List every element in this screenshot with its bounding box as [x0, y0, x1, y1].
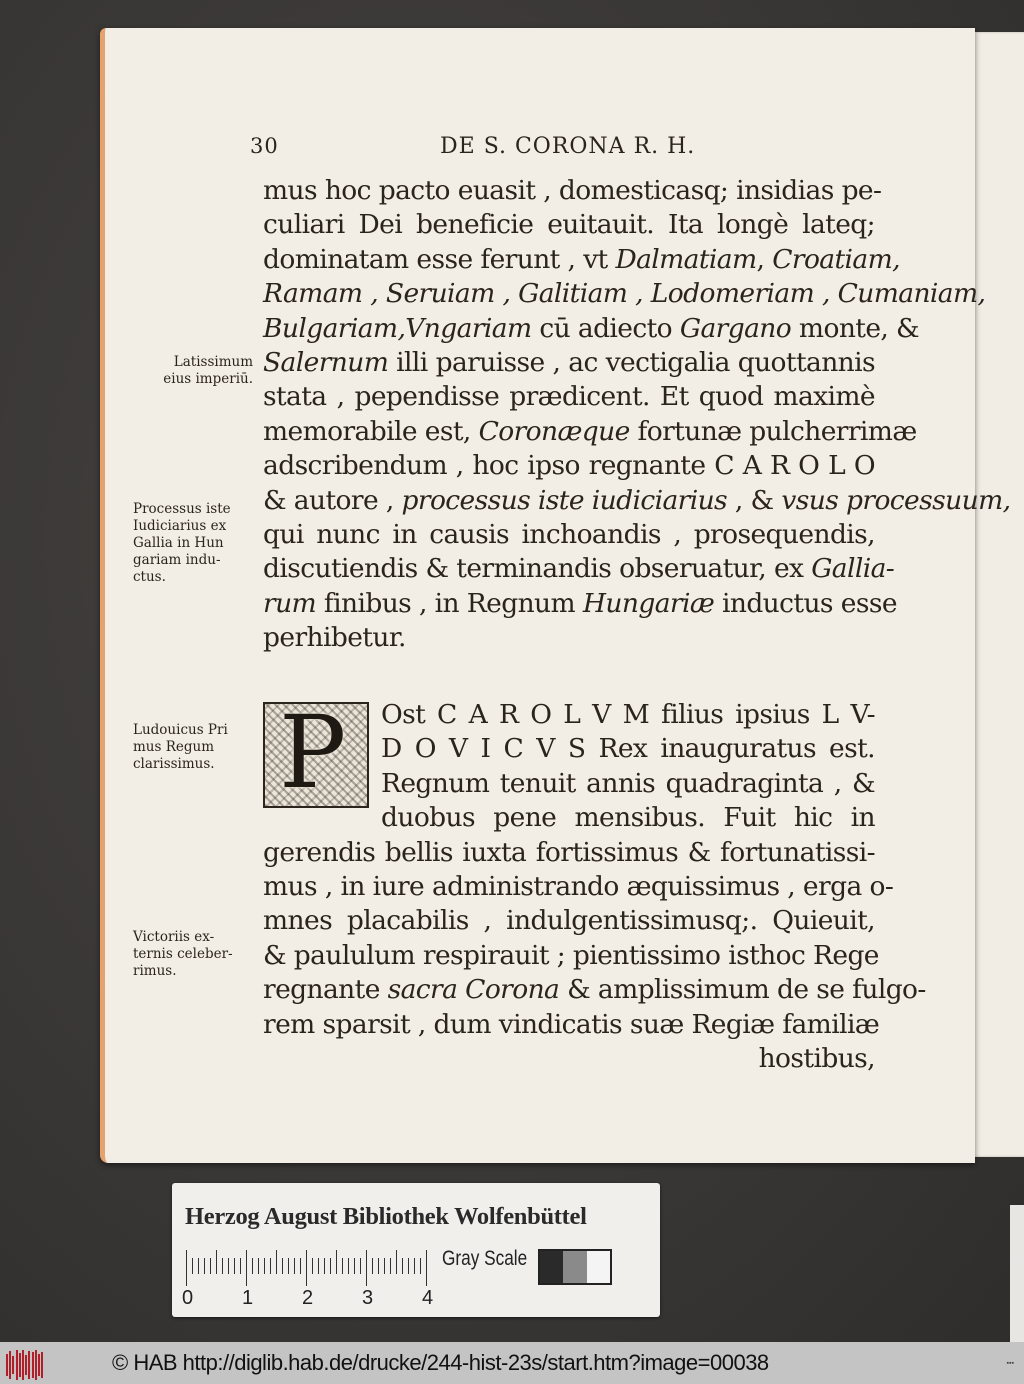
- institution-name: Herzog August Bibliothek Wolfenbüttel: [185, 1203, 587, 1230]
- ruler-tick: [294, 1258, 295, 1274]
- ruler-tick: [252, 1258, 253, 1274]
- text-line: [263, 587, 897, 621]
- text-segment: dominatam esse ferunt , vt: [263, 243, 616, 275]
- text-segment: mus , in iure administrando æquissimus , erga o-: [263, 870, 894, 902]
- ruler-tick: [198, 1258, 199, 1274]
- ruler-tick: [228, 1258, 229, 1274]
- ruler-label: 1: [242, 1287, 254, 1309]
- logo-bar: [32, 1352, 34, 1378]
- paragraph-2-text: [263, 694, 926, 1076]
- color-scale-card: [172, 1183, 660, 1317]
- text-line: [263, 1042, 875, 1076]
- margin-note-line: rimus.: [133, 963, 177, 979]
- text-line: [263, 904, 875, 938]
- text-segment: gerendis bellis iuxta fortissimus & fortunatissi-: [263, 836, 875, 868]
- ruler-labels: [182, 1287, 442, 1311]
- ruler-tick: [204, 1258, 205, 1274]
- text-segment: adscribendum , hoc ipso regnante C A R O L O: [263, 450, 875, 482]
- text-line: [263, 243, 900, 277]
- text-segment: sacra Corona: [387, 974, 560, 1006]
- ruler-tick: [354, 1258, 355, 1274]
- text-segment: fortunæ pulcherrimæ: [629, 415, 917, 447]
- ruler-tick: [318, 1258, 319, 1274]
- margin-note-line: Gallia in Hun: [133, 535, 224, 551]
- margin-note-processus: [133, 501, 253, 586]
- page-number: 30: [250, 134, 279, 158]
- ruler-tick: [372, 1258, 373, 1274]
- ruler-tick: [210, 1258, 211, 1274]
- hab-logo-icon: [6, 1350, 46, 1380]
- text-segment: duobus pene mensibus. Fuit hic in: [381, 802, 875, 834]
- text-segment: Ost C A R O L V M filius ipsius L V-: [381, 699, 875, 730]
- ruler-tick: [324, 1258, 325, 1274]
- text-line: [263, 208, 875, 242]
- text-line: [263, 973, 926, 1007]
- ruler-tick: [186, 1250, 187, 1286]
- text-segment: hostibus,: [758, 1042, 875, 1074]
- paragraph-2: [263, 694, 926, 1076]
- ruler-tick: [378, 1258, 379, 1274]
- text-line: [263, 346, 875, 380]
- text-segment: Croatiam,: [772, 243, 900, 275]
- text-segment: qui nunc in causis inchoandis , prosequendis,: [263, 518, 875, 550]
- logo-bar: [41, 1352, 43, 1378]
- text-segment: finibus , in Regnum: [316, 587, 583, 619]
- ruler-tick: [312, 1258, 313, 1274]
- margin-note-line: Ludouicus Pri: [133, 722, 228, 738]
- margin-note-line: eius imperiū.: [163, 371, 253, 387]
- ruler-tick: [246, 1250, 247, 1286]
- text-segment: Gallia-: [811, 553, 895, 585]
- gray-scale-label: Gray Scale: [442, 1247, 528, 1270]
- text-line: [263, 380, 875, 414]
- text-segment: culiari Dei beneficie euitauit. Ita longè lateq;: [263, 209, 875, 241]
- logo-bar: [6, 1354, 8, 1376]
- text-segment: mnes placabilis , indulgentissimusq;. Quieuit,: [263, 905, 875, 937]
- ruler-tick: [240, 1258, 241, 1274]
- ruler-tick: [408, 1258, 409, 1274]
- ruler-label: 2: [302, 1287, 314, 1309]
- text-line: [263, 174, 882, 208]
- ruler-tick: [420, 1258, 421, 1274]
- paragraph-1: [263, 174, 1011, 655]
- ruler-tick: [360, 1258, 361, 1274]
- copyright-link[interactable]: © HAB http://diglib.hab.de/drucke/244-hist-23s/start.htm?image=00038: [112, 1350, 769, 1375]
- logo-bar: [35, 1350, 37, 1380]
- text-line: [263, 552, 895, 586]
- running-head-title: DE S. CORONA R. H.: [440, 134, 696, 159]
- text-line: [263, 621, 875, 655]
- text-line: [263, 939, 879, 973]
- text-line: [381, 767, 875, 801]
- ruler-tick: [234, 1258, 235, 1274]
- ruler-tick: [342, 1258, 343, 1274]
- text-segment: inductus esse: [714, 587, 897, 619]
- ruler: [186, 1250, 431, 1286]
- ruler-tick: [282, 1258, 283, 1274]
- text-segment: D O V I C V S Rex inauguratus est.: [381, 733, 875, 765]
- ruler-tick: [330, 1258, 331, 1274]
- text-segment: stata , pependisse prædicent. Et quod maximè: [263, 381, 875, 413]
- text-line: [263, 1008, 880, 1042]
- ruler-tick: [222, 1258, 223, 1274]
- ruler-tick: [288, 1258, 289, 1274]
- margin-note-line: clarissimus.: [133, 756, 215, 772]
- logo-bar: [25, 1355, 27, 1375]
- ruler-tick: [276, 1250, 277, 1274]
- text-segment: Regnum tenuit annis quadraginta , &: [381, 767, 875, 799]
- text-segment: rum: [263, 587, 317, 619]
- text-line: [381, 732, 875, 766]
- facing-card-edge: [1010, 1205, 1024, 1345]
- ruler-tick: [390, 1258, 391, 1274]
- text-segment: monte, &: [791, 312, 920, 344]
- margin-note-latissimum: [133, 354, 253, 388]
- ruler-label: 0: [182, 1287, 194, 1309]
- text-line: [263, 484, 1011, 518]
- ruler-tick: [426, 1250, 427, 1286]
- ruler-tick: [414, 1258, 415, 1274]
- running-header: [250, 134, 770, 164]
- text-segment: memorabile est,: [263, 415, 479, 447]
- margin-note-line: Victoriis ex-: [133, 929, 215, 945]
- text-segment: & paululum respirauit ; pientissimo isthoc Rege: [263, 939, 879, 971]
- ruler-tick: [366, 1250, 367, 1286]
- logo-bar: [16, 1350, 18, 1380]
- ruler-tick: [264, 1258, 265, 1274]
- ruler-tick: [402, 1258, 403, 1274]
- gray-swatch-cell: [587, 1251, 610, 1283]
- margin-note-line: Processus iste: [133, 501, 231, 517]
- ruler-tick: [258, 1258, 259, 1274]
- text-segment: Ramam , Seruiam , Galitiam , Lodomeriam , Cumaniam,: [263, 278, 986, 310]
- drop-cap-letter: P: [279, 694, 347, 811]
- ruler-tick: [348, 1258, 349, 1274]
- text-line: [381, 698, 875, 732]
- text-segment: cū adiecto: [531, 312, 680, 344]
- ruler-tick: [192, 1258, 193, 1274]
- margin-note-ludouicus: [133, 722, 253, 773]
- gray-swatch-cell: [540, 1251, 563, 1283]
- text-line: [263, 277, 986, 311]
- margin-note-line: ctus.: [133, 569, 166, 585]
- text-line: [263, 518, 875, 552]
- ruler-tick: [396, 1250, 397, 1274]
- text-line: [263, 870, 894, 904]
- margin-note-line: Iudiciarius ex: [133, 518, 227, 534]
- text-segment: Gargano: [679, 312, 792, 344]
- logo-bar: [9, 1351, 11, 1379]
- text-segment: illi paruisse , ac vectigalia quottannis: [388, 346, 875, 378]
- gray-scale-swatch: [538, 1249, 612, 1285]
- logo-bar: [19, 1353, 21, 1377]
- text-segment: discutiendis & terminandis obseruatur, ex: [263, 553, 812, 585]
- text-segment: Coronæque: [478, 415, 630, 447]
- ruler-tick: [300, 1258, 301, 1274]
- margin-note-line: gariam indu-: [133, 552, 221, 568]
- text-segment: Bulgariam,Vngariam: [263, 312, 532, 344]
- margin-note-line: ternis celeber-: [133, 946, 233, 962]
- text-segment: & amplissimum de se fulgo-: [559, 974, 926, 1006]
- gray-swatch-cell: [563, 1251, 586, 1283]
- ruler-tick: [270, 1258, 271, 1274]
- text-segment: , &: [727, 484, 782, 516]
- footer-mini-mark: ▪▪▪: [1006, 1360, 1014, 1367]
- logo-bar: [22, 1350, 24, 1380]
- text-line: [381, 801, 875, 835]
- ruler-label: 4: [422, 1287, 434, 1309]
- ruler-tick: [336, 1250, 337, 1274]
- logo-bar: [12, 1356, 14, 1374]
- text-segment: processus iste iudiciarius: [401, 484, 728, 516]
- text-segment: rem sparsit , dum vindicatis suæ Regiæ familiæ: [263, 1008, 880, 1040]
- ruler-tick: [306, 1250, 307, 1286]
- text-segment: regnante: [263, 974, 388, 1006]
- text-line: [263, 415, 917, 449]
- logo-bar: [38, 1354, 40, 1376]
- text-line: [263, 449, 875, 483]
- text-segment: vsus processuum,: [781, 484, 1011, 516]
- ruler-label: 3: [362, 1287, 374, 1309]
- text-segment: & autore ,: [263, 484, 402, 516]
- margin-note-line: mus Regum: [133, 739, 215, 755]
- text-segment: Hungariæ: [582, 587, 715, 619]
- text-segment: Dalmatiam: [615, 243, 757, 275]
- ruler-tick: [216, 1250, 217, 1274]
- text-segment: Salernum: [263, 346, 389, 378]
- text-segment: perhibetur.: [263, 622, 406, 654]
- text-segment: mus hoc pacto euasit , domesticasq; insidias pe-: [263, 175, 882, 206]
- text-segment: ,: [756, 243, 773, 275]
- margin-note-victoriis: [133, 929, 253, 980]
- text-line: [263, 836, 875, 870]
- book-page: [100, 28, 1011, 1163]
- ruler-tick: [384, 1258, 385, 1274]
- footer-bar: [0, 1342, 1024, 1384]
- logo-bar: [28, 1351, 30, 1379]
- margin-note-line: Latissimum: [173, 354, 253, 370]
- text-line: [263, 312, 920, 346]
